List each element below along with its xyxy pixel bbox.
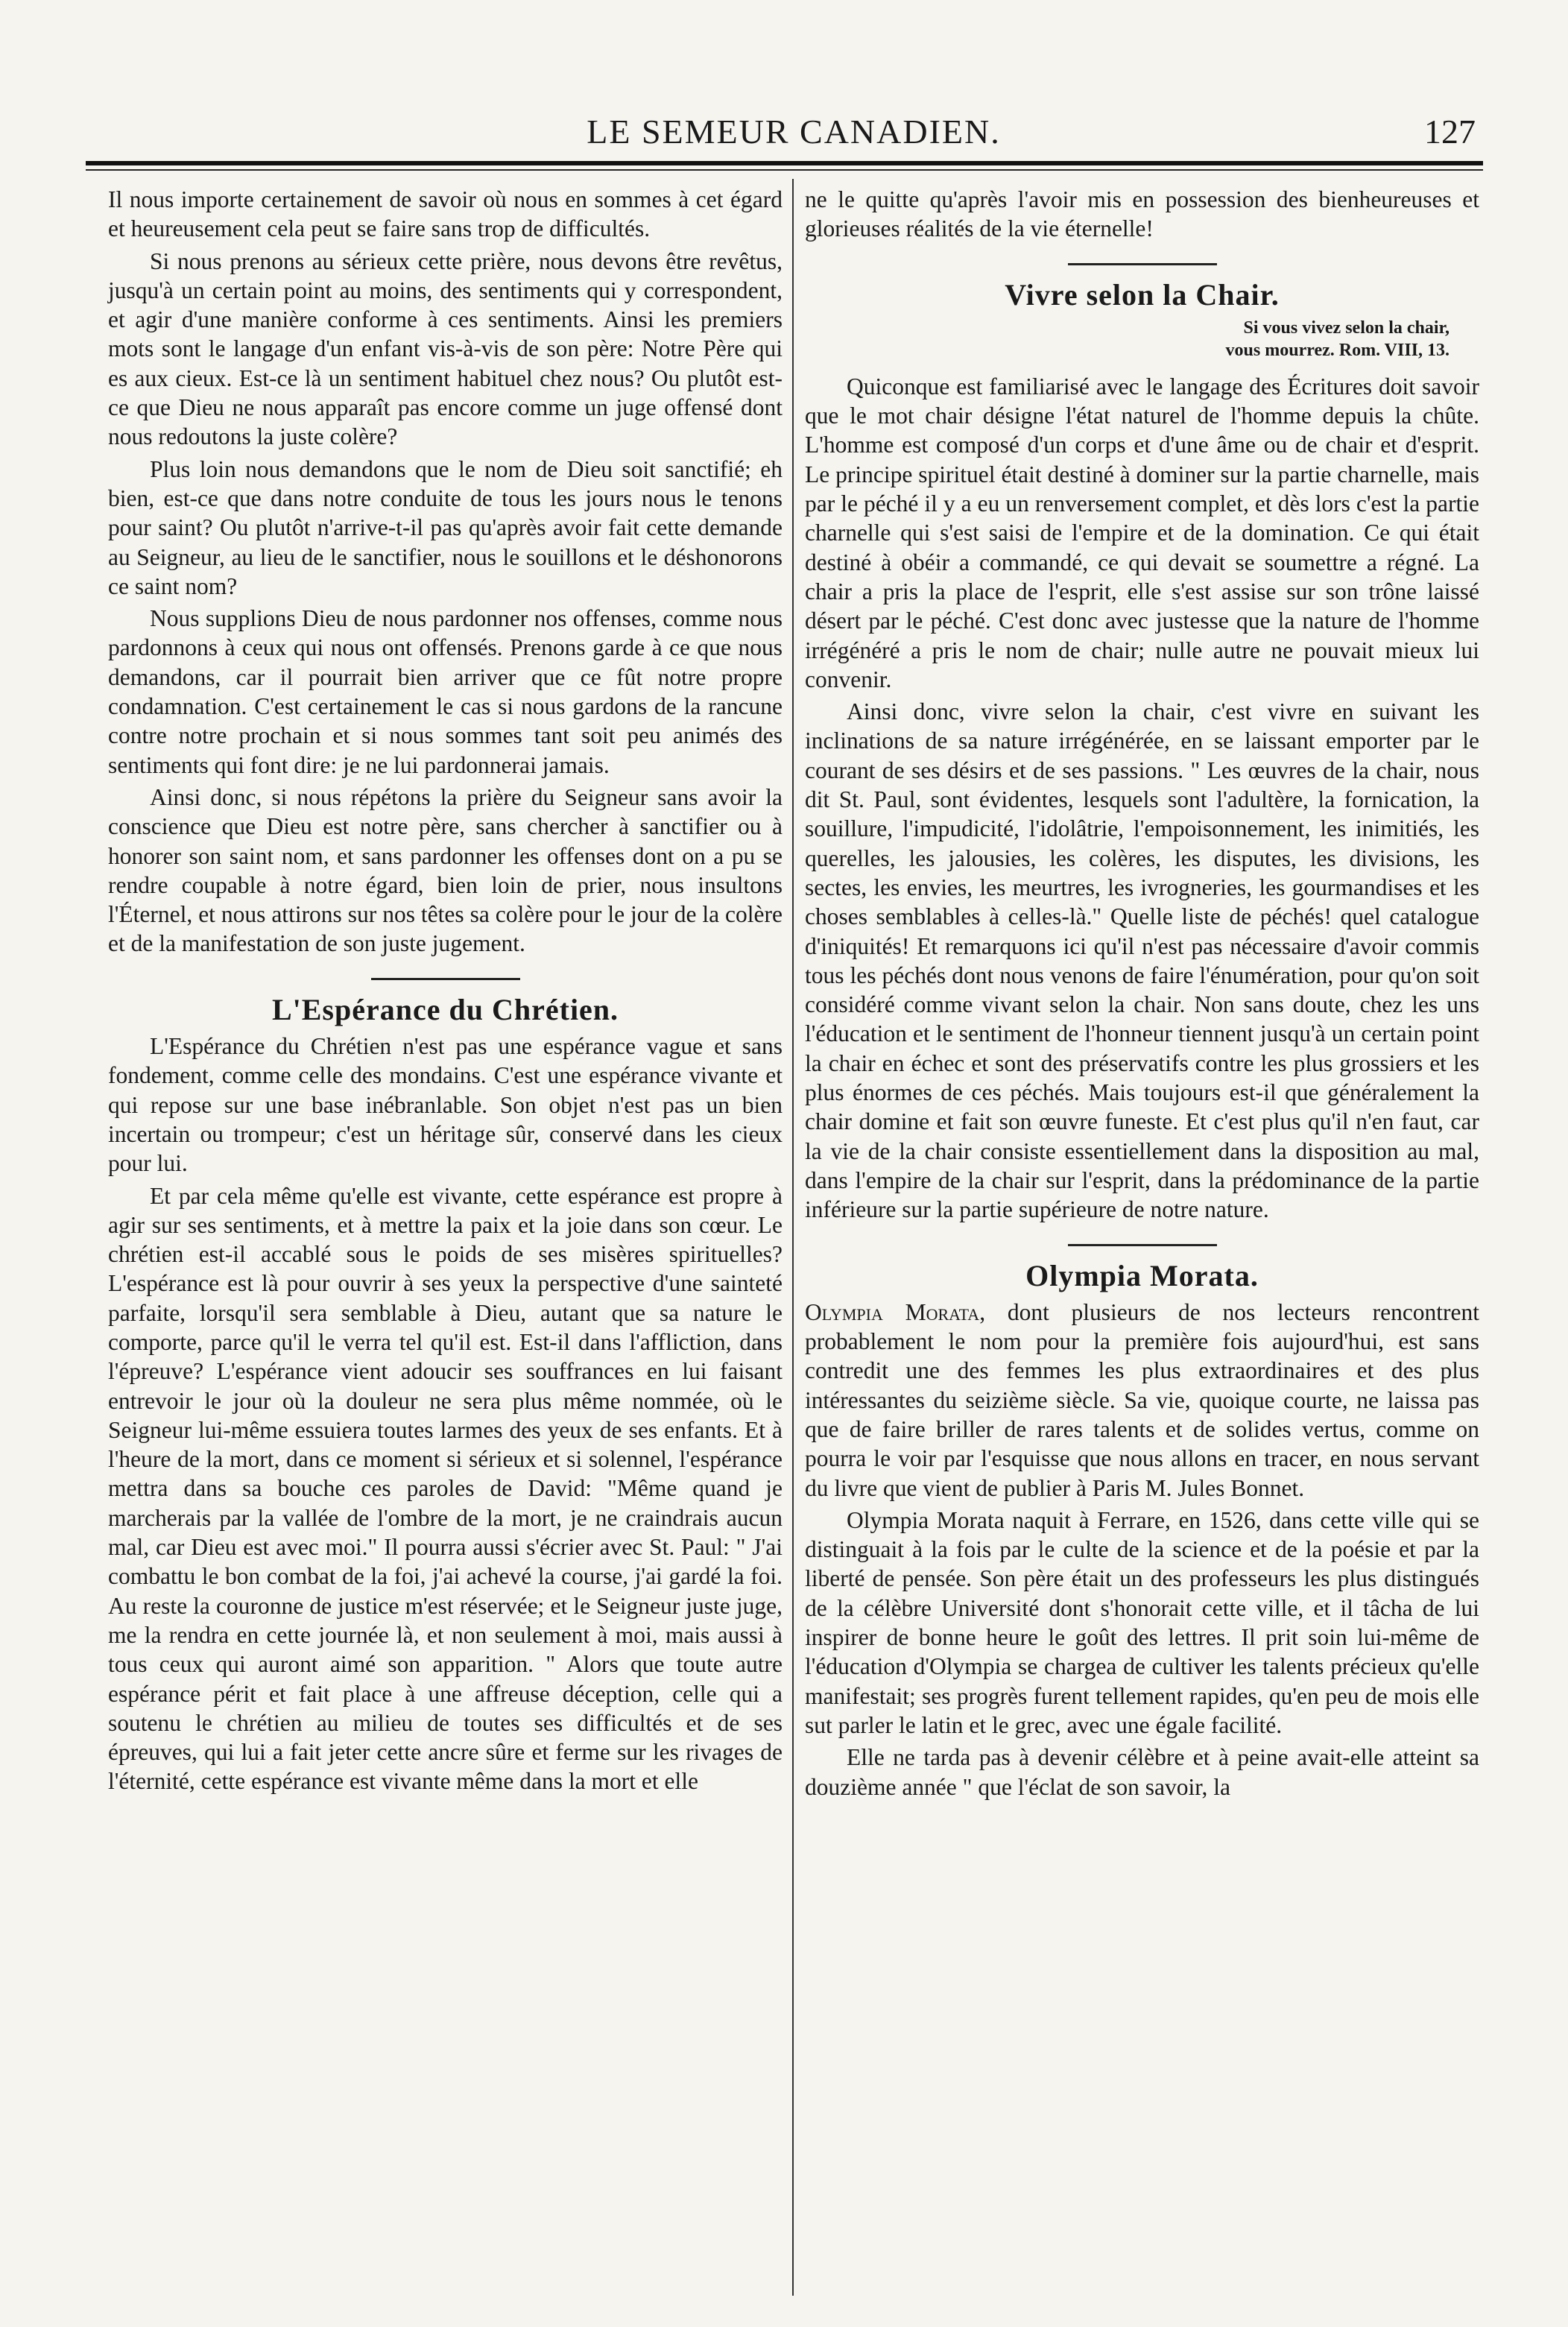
section-heading: Vivre selon la Chair. [1005,277,1280,312]
paragraph: Olympia Morata naquit à Ferrare, en 1526, dans cette ville qui se distinguait à la fois par le culte de la science et de la poésie et par la liberté de pensée. Son père était un des professeurs les plus distingués de la célèbre Université dont s'honorait cette ville, et il tâcha de lui inspirer de bonne heure le goût des lettres. Il prit soin lui-même de l'éducation d'Olympia se chargea de cultiver les talents précieux qu'elle manifestait; ses progrès furent tellement rapides, qu'en peu de mois elle sut parler le latin et le grec, avec une égale facilité. [805,1506,1479,1738]
epigraph-line: Si vous vivez selon la chair, [1243,318,1450,338]
lead-in: Olympia Morata, [805,1298,986,1325]
paragraph: Ainsi donc, si nous répétons la prière du Seigneur sans avoir la conscience que Dieu est notre père, sans chercher à sanctifier ou à honorer son saint nom, et sans pardonner les offenses dont on a pu se rendre coupable à notre égard, bien loin de prier, nous insultons l'Éternel, et nous attirons sur nos têtes sa colère pour le jour de la colère et de la manifestation de son juste jugement. [108,783,783,957]
column-divider [792,179,794,2296]
paragraph: Nous supplions Dieu de nous pardonner nos offenses, comme nous pardonnons à ceux qui nous ont offensés. Prenons garde à ce que nous demandons, car il pourrait bien arriver que ce fût notre propre condamnation. C'est certainement le cas si nous gardons de la rancune contre notre prochain et si nous sommes tant soit peu animés des sentiments qui font dire: je ne lui pardonnerai jamais. [108,605,783,778]
paragraph: Elle ne tarda pas à devenir célèbre et à peine avait-elle atteint sa douzième année " que l'éclat de son savoir, la [805,1744,1479,1800]
left-column [108,185,783,1799]
section-heading: L'Espérance du Chrétien. [271,992,619,1026]
header-rule-thick [86,161,1483,165]
paragraph: Il nous importe certainement de savoir où nous en sommes à cet égard et heureusement cela peut se faire sans trop de difficultés. [108,186,783,242]
paragraph: Plus loin nous demandons que le nom de Dieu soit sanctifié; eh bien, est-ce que dans notre conduite de tous les jours nous le tenons pour saint? Ou plutôt n'arrive-t-il pas qu'après avoir fait cette demande au Seigneur, au lieu de le sanctifier, nous le souillons et le déshonorons ce saint nom? [108,455,783,599]
page-title: LE SEMEUR CANADIEN. [587,113,1001,151]
section-separator [371,978,520,980]
section-separator [1068,263,1217,265]
paragraph: L'Espérance du Chrétien n'est pas une espérance vague et sans fondement, comme celle des mondains. C'est une espérance vivante et qui repose sur une base inébranlable. Son objet n'est pas un bien incertain ou trompeur; c'est un héritage sûr, conservé dans les cieux pour lui. [108,1033,783,1177]
paragraph: Quiconque est familiarisé avec le langage des Écritures doit savoir que le mot chair désigne l'état naturel de l'homme depuis la chûte. L'homme est composé d'un corps et d'une âme ou de chair et d'esprit. Le principe spirituel était destiné à dominer sur la partie charnelle, mais par le péché il y a eu un renversement complet, et dès lors c'est la partie charnelle qui s'est saisi de l'empire et de la domination. Ce qui était destiné à obéir a commandé, ce qui devait se soumettre a régné. La chair a pris la place de l'esprit, elle s'est assise sur son trône laissé désert par le péché. C'est donc avec justesse que la nature de l'homme irrégénéré a pris le nom de chair; nulle autre ne pouvait mieux lui convenir. [805,373,1479,692]
paragraph: Ainsi donc, vivre selon la chair, c'est vivre en suivant les inclinations de sa nature irrégénérée, en se laissant emporter par le courant de ses désirs et de ses passions. " Les œuvres de la chair, nous dit St. Paul, sont évidentes, lesquels sont l'adultère, la fornication, la souillure, l'impudicité, l'idolâtrie, l'empoisonnement, les inimitiés, les querelles, les jalousies, les colères, les disputes, les divisions, les sectes, les envies, les meurtres, les ivrogneries, les gourmandises et les choses semblables à celles-là." Quelle liste de péchés! quel catalogue d'iniquités! Et remarquons ici qu'il n'est pas nécessaire d'avoir commis tous les péchés dont nous venons de faire l'énumération, pour qu'on soit considéré comme vivant selon la chair. Non sans doute, chez les uns l'éducation et le sentiment de l'honneur tiennent jusqu'à un certain point la chair en échec et sont des préservatifs contre les plus grossiers et les plus énormes de ces péchés. Mais toujours est-il que généralement la chair domine et fait son œuvre funeste. Et c'est plus qu'il n'en faut, car la vie de la chair consiste essentiellement dans la disposition au mal, dans l'empire de la chair sur l'esprit, dans la prédominance de la partie inférieure sur la partie supérieure de notre nature. [805,698,1479,1223]
section-separator [1068,1244,1217,1246]
section-heading: Olympia Morata. [1025,1258,1259,1292]
paragraph-text: dont plusieurs de nos lecteurs rencontrent probablement le nom pour la première fois aujourd'hui, est sans contredit une des femmes les plus extraordinaires et des plus intéressantes du seizième siècle. Sa vie, quoique courte, ne laissa pas que de faire briller de rares talents et de solides vertus, comme on pourra le voir par l'esquisse que nous allons en tracer, en nous servant du livre que vient de publier à Paris M. Jules Bonnet. [805,1298,1480,1501]
paragraph: Si nous prenons au sérieux cette prière, nous devons être revêtus, jusqu'à un certain point au moins, des sentiments qui y correspondent, et agir d'une manière conforme à ces sentiments. Ainsi les premiers mots sont le langage d'un enfant vis-à-vis de son père: Notre Père qui es aux cieux. Est-ce là un sentiment habituel chez nous? Ou plutôt est-ce que Dieu ne nous apparaît pas encore comme un juge offensé dont nous redoutons la juste colère? [108,247,783,450]
header-rule-thin [86,169,1483,171]
paragraph: ne le quitte qu'après l'avoir mis en possession des bienheureuses et glorieuses réalités de la vie éternelle! [805,186,1479,242]
epigraph-line: vous mourrez. Rom. VIII, 13. [1225,340,1450,360]
page-number: 127 [1424,113,1476,151]
paragraph [805,1298,1479,1503]
page-header [104,112,1483,164]
right-column [805,185,1479,1805]
epigraph [805,317,1450,361]
paragraph: Et par cela même qu'elle est vivante, cette espérance est propre à agir sur ses sentiments, et à mettre la paix et la joie dans son cœur. Le chrétien est-il accablé sous le poids de ses misères spirituelles? L'espérance est là pour ouvrir à ses yeux la perspective d'une sainteté parfaite, lorsqu'il sera semblable à Dieu, autant que sa nature le comporte, parce qu'il le verra tel qu'il est. Est-il dans l'affliction, dans l'épreuve? L'espérance vient adoucir ses souffrances en lui faisant entrevoir le jour où la douleur ne sera plus même nommée, où le Seigneur lui-même essuiera toutes larmes des yeux de ses enfants. Et à l'heure de la mort, dans ce moment si sérieux et si solennel, l'espérance mettra dans sa bouche ces paroles de David: "Même quand je marcherais par la vallée de l'ombre de la mort, je ne craindrais aucun mal, car Dieu est avec moi." Il pourra aussi s'écrier avec St. Paul: " J'ai combattu le bon combat de la foi, j'ai achevé la course, j'ai gardé la foi. Au reste la couronne de justice m'est réservée; et le Seigneur juste juge, me la rendra en cette journée là, et non seulement à moi, mais aussi à tous ceux qui auront aimé son apparition. " Alors que toute autre espérance périt et fait place à une affreuse déception, celle qui a soutenu le chrétien au milieu de toutes ses difficultés et de ses épreuves, qui lui a fait jeter cette ancre sûre et ferme sur les rivages de l'éternité, cette espérance est vivante même dans la mort et elle [108,1182,783,1795]
